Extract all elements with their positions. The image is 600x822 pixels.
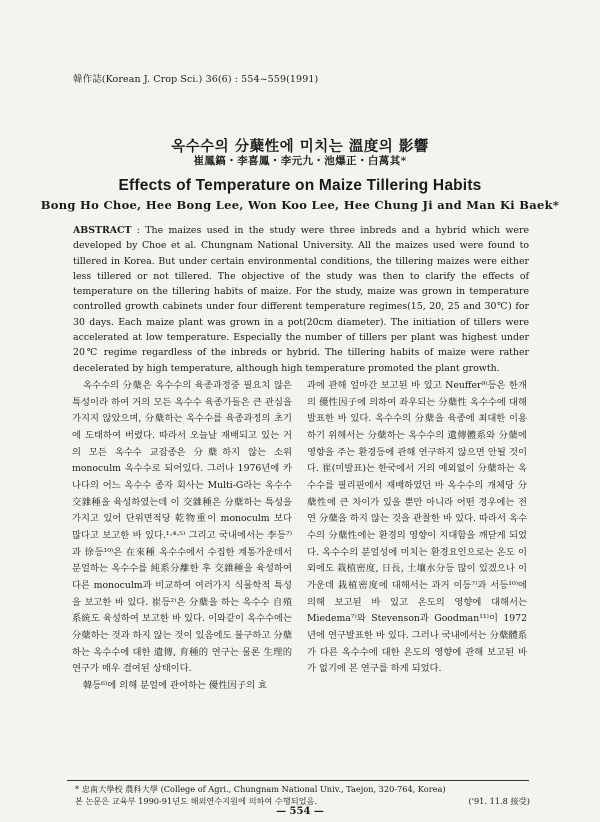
korean-authors: 崔鳳鎬・李喜鳳・李元九・池爆正・白萬其* (193, 155, 407, 167)
abstract (73, 223, 529, 376)
footnotes (75, 784, 530, 807)
english-authors: Bong Ho Choe, Hee Bong Lee, Won Koo Lee, Hee Chung Ji and Man Ki Baek* (40, 198, 560, 212)
body-column-right (307, 378, 527, 678)
affiliation-footnote: * 忠南大學校 農科大學 (College of Agri., Chungnam National Univ., Taejon, 320-764, Korea) (75, 784, 446, 794)
page-number: — 554 — (276, 806, 324, 817)
body-column-left (72, 378, 292, 694)
body-paragraph: 과에 관해 얼마간 보고된 바 있고 Neuffer⁹⁾등은 한개의 優性因子에 의하여 좌우되는 分蘖性 옥수수에 대해 발표한 바 있다. 옥수수의 分蘖을 육종에 최대한 이용하기 위해서는 分蘖하는 옥수수의 遺傳體系와 分蘖에 영향을 주는 환경등에 관해 연구하지 않으면 안될 것이다. 崔(미발표)는 한국에서 거의 예외없이 分蘖하는 옥수수를 필리핀에서 재배하였던 바 옥수수의 개체당 分蘖性에 큰 차이가 있을 뿐만 아니라 어떤 경우에는 전연 分蘖을 하지 않는 것을 관찰한 바 있다. 따라서 옥수수의 分蘖性에는 환경의 영향이 지대함을 깨닫게 되었다. 옥수수의 분얼성에 미치는 환경요인으로는 온도 이외에도 栽植密度, 日長, 土壤水分등 많이 있겠으나 이 가운데 栽植密度에 대해서는 과거 이등⁷⁾과 서등¹⁰⁾에 의해 보고된 바 있고 온도의 영향에 대해서는 Miedema⁷⁾와 Stevenson과 Goodman¹¹⁾이 1972년에 연구발표한 바 있다. 그러나 국내에서는 分蘖體系가 다른 옥수수에 대한 온도의 영향에 관해 보고된 바가 없기에 본 연구를 하게 되었다. (307, 380, 527, 675)
english-title: Effects of Temperature on Maize Tillering Habits (118, 177, 482, 194)
journal-reference: 韓作誌(Korean J. Crop Sci.) 36(6) : 554~559(1991) (73, 74, 319, 85)
abstract-text: : The maizes used in the study were three inbreds and a hybrid which were developed by Choe et al. Chungnam National University. All the maizes used were found to tillered in Korea. But under certain environmental conditions, the tillering maizes were either less tillered or not tillered. The objective of the study was then to clarify the effects of temperature on the tillering habits of maize. For the study, maize was grown in temperature controlled growth cabinets under four different temperature regimes(15, 20, 25 and 30℃) for 30 days. Each maize plant was grown in a pot(20cm diameter). The initiation of tillers were accelerated at low temperature. Especially the number of tillers per plant was highest under 20℃ regime regardless of the inbreds or hybrid. The tillering habits of maize were rather decelerated by high temperature, although high temperature promoted the plant growth. (73, 225, 529, 374)
body-paragraph: 옥수수의 分蘖은 옥수수의 육종과정중 필요치 않은 특성이라 하여 거의 모든 옥수수 육종가들은 큰 관심을 가지지 않았으며, 分蘖하는 옥수수를 육종과정의 초기에 도태하여 버렸다. 따라서 오늘날 재배되고 있는 거의 모든 옥수수 교잡종은 分蘖하지 않는 소위 monoculm 옥수수로 되어있다. 그러나 1976년에 카나다의 어느 옥수수 종자 회사는 Multi-G라는 옥수수 交雜種을 육성하였는데 이 交雜種은 分蘖하는 특성을 가지고 있어 단위면적당 乾物重이 monoculm 보다 많다고 보고한 바 있다.¹·⁴·⁵⁾ 그리고 국내에서는 李등⁷⁾과 徐등¹⁰⁾은 在來種 옥수수에서 수집한 계통가운데서 분얼하는 옥수수를 純系分離한 후 交雜種을 육성하여 다른 monoculm과 비교하여 여러가지 식물학적 특성을 보고한 바 있다. 崔등²⁾은 分蘖을 하는 옥수수 自殖系統도 육성하여 보고한 바 있다. 이와같이 옥수수에는 分蘖하는 것과 하지 않는 것이 있음에도 불구하고 分蘖하는 옥수수에 대한 遺傳, 育種的 연구는 물론 生理的 연구가 매우 결여된 상태이다. (72, 380, 292, 675)
received-date: ('91. 11.8 接受) (468, 795, 530, 806)
korean-title: 옥수수의 分蘖性에 미치는 溫度의 影響 (171, 138, 429, 155)
funding-footnote: 본 논문은 교육부 1990-91년도 해외연수지원에 의하여 수행되었음. (75, 795, 318, 806)
footnote-divider (67, 780, 529, 781)
body-paragraph: 韓등⁶⁾에 의해 분얼에 관여하는 優性因子의 효 (83, 679, 268, 691)
abstract-label: ABSTRACT (73, 225, 132, 236)
